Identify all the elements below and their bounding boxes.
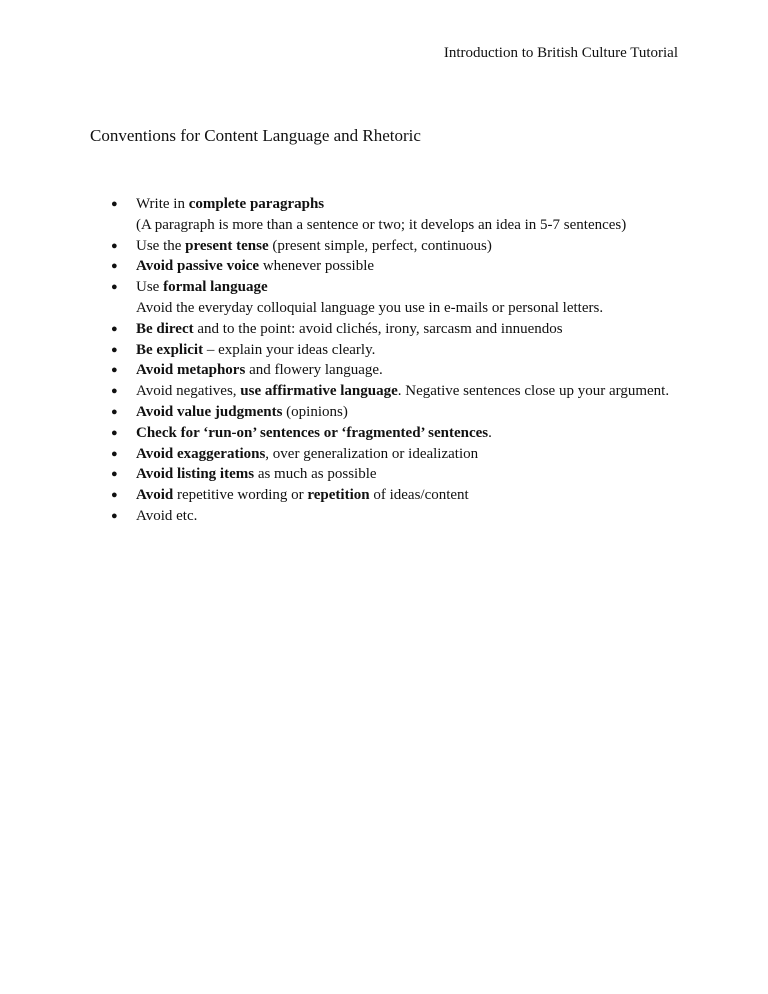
list-item-text xyxy=(136,238,492,254)
emphasis-text: Avoid listing items xyxy=(136,466,255,483)
emphasis-text: formal language xyxy=(163,279,268,296)
list-item-text xyxy=(136,196,324,212)
list-item-text xyxy=(136,342,375,358)
list-item-text xyxy=(136,425,492,441)
bullet-icon: ● xyxy=(111,343,118,356)
list-item-text xyxy=(136,258,374,274)
emphasis-text: use affirmative language xyxy=(240,383,398,400)
list-item xyxy=(108,340,708,361)
list-item-text xyxy=(136,404,348,420)
list-item xyxy=(108,256,708,277)
emphasis-text: repetition xyxy=(307,487,370,504)
emphasis-text: Be direct xyxy=(136,320,194,337)
list-item xyxy=(108,360,708,381)
list-item-text xyxy=(136,362,383,378)
list-item-text xyxy=(136,466,377,482)
plain-text: Avoid negatives, xyxy=(136,383,241,400)
plain-text: (present simple, perfect, continuous) xyxy=(268,237,492,254)
bullet-icon: ● xyxy=(111,468,118,481)
emphasis-text: Avoid value judgments xyxy=(136,403,283,420)
list-item xyxy=(108,277,708,319)
plain-text: . Negative sentences close up your argument. xyxy=(397,383,670,400)
list-item xyxy=(108,381,708,402)
emphasis-text: Be explicit xyxy=(136,341,204,358)
emphasis-text: Avoid metaphors xyxy=(136,362,246,379)
list-item xyxy=(108,402,708,423)
bullet-icon: ● xyxy=(111,447,118,460)
emphasis-text: present tense xyxy=(185,237,269,254)
plain-text: as much as possible xyxy=(254,466,377,483)
list-item xyxy=(108,319,708,340)
running-header: Introduction to British Culture Tutorial xyxy=(443,45,678,61)
emphasis-text: Avoid exaggerations xyxy=(136,445,266,462)
plain-text: of ideas/content xyxy=(369,487,469,504)
plain-text: and to the point: avoid clichés, irony, sarcasm and innuendos xyxy=(193,320,563,337)
plain-text: (opinions) xyxy=(282,403,348,420)
plain-text: Write in xyxy=(136,196,189,212)
bullet-icon: ● xyxy=(111,405,118,418)
emphasis-text: Check for ‘run-on’ sentences or ‘fragmented’ sentences xyxy=(136,424,489,441)
plain-text: , over generalization or idealization xyxy=(265,445,479,462)
list-item-continuation: (A paragraph is more than a sentence or two; it develops an idea in 5-7 sentences) xyxy=(136,216,627,233)
bullet-icon: ● xyxy=(111,364,118,377)
list-item xyxy=(108,485,708,506)
emphasis-text: Avoid xyxy=(136,487,174,504)
list-item xyxy=(108,194,708,236)
list-item-continuation: Avoid the everyday colloquial language you use in e-mails or personal letters. xyxy=(136,299,604,316)
plain-text: and flowery language. xyxy=(245,362,383,379)
list-item xyxy=(108,506,708,527)
list-item-text xyxy=(136,279,268,295)
list-item-text xyxy=(136,321,563,337)
list-item xyxy=(108,423,708,444)
list-item xyxy=(108,236,708,257)
list-item-text xyxy=(136,508,197,524)
emphasis-text: Avoid passive voice xyxy=(136,258,260,275)
plain-text: Avoid etc. xyxy=(136,507,198,524)
bullet-icon: ● xyxy=(111,239,118,252)
plain-text: – explain your ideas clearly. xyxy=(203,341,376,358)
emphasis-text: complete paragraphs xyxy=(188,196,325,212)
page-title: Conventions for Content Language and Rhetoric xyxy=(90,126,421,145)
plain-text: Use the xyxy=(136,237,186,254)
bullet-icon: ● xyxy=(111,489,118,502)
conventions-list xyxy=(108,194,708,527)
bullet-icon: ● xyxy=(111,509,118,522)
plain-text: . xyxy=(488,424,492,441)
bullet-icon: ● xyxy=(111,281,118,294)
plain-text: Use xyxy=(136,279,164,296)
list-item-text xyxy=(136,383,669,399)
list-item xyxy=(108,444,708,465)
list-item-text xyxy=(136,446,478,462)
bullet-icon: ● xyxy=(111,426,118,439)
plain-text: whenever possible xyxy=(259,258,375,275)
list-item xyxy=(108,464,708,485)
plain-text: repetitive wording or xyxy=(173,487,308,504)
bullet-icon: ● xyxy=(111,260,118,273)
bullet-icon: ● xyxy=(111,385,118,398)
bullet-icon: ● xyxy=(111,322,118,335)
list-item-text xyxy=(136,487,469,503)
bullet-icon: ● xyxy=(111,198,118,210)
